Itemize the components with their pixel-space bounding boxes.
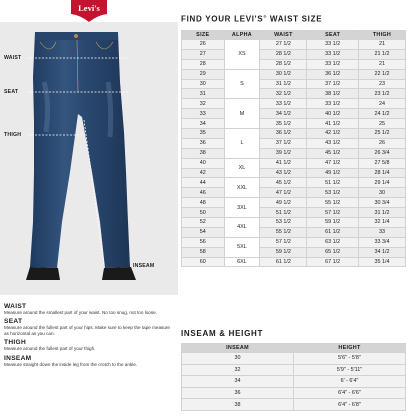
height-cell: 6'4" - 6'6" xyxy=(294,387,406,399)
table-row xyxy=(182,119,406,129)
legend-term: WAIST xyxy=(4,303,27,310)
height-cell: 5'6" - 5'8" xyxy=(294,353,406,365)
waist-cell: 30 1/2 xyxy=(260,69,307,79)
seat-cell: 41 1/2 xyxy=(307,119,359,129)
seat-cell: 59 1/2 xyxy=(307,218,359,228)
inseam-cell: 34 xyxy=(182,376,294,388)
table-row xyxy=(182,49,406,59)
thigh-cell: 24 1/2 xyxy=(358,109,405,119)
inseam-cell: 38 xyxy=(182,399,294,411)
svg-text:Levi's: Levi's xyxy=(78,3,100,13)
legend-term: INSEAM xyxy=(4,354,32,362)
alpha-cell: L xyxy=(224,129,260,159)
waist-cell: 32 1/2 xyxy=(260,89,307,99)
seat-cell: 53 1/2 xyxy=(307,188,359,198)
thigh-measure-label: THIGH xyxy=(4,132,22,138)
table-row xyxy=(182,40,406,50)
col-header-inseam: INSEAM xyxy=(182,344,294,353)
table-row xyxy=(182,148,406,158)
size-cell: 34 xyxy=(182,119,225,129)
seat-cell: 65 1/2 xyxy=(307,247,359,257)
waist-cell: 53 1/2 xyxy=(260,218,307,228)
size-cell: 54 xyxy=(182,227,225,237)
waist-cell: 35 1/2 xyxy=(260,119,307,129)
seat-cell: 42 1/2 xyxy=(307,129,359,139)
table-row xyxy=(182,237,406,247)
waist-cell: 57 1/2 xyxy=(260,237,307,247)
seat-cell: 33 1/2 xyxy=(307,40,359,50)
size-cell: 44 xyxy=(182,178,225,188)
alpha-cell: 6XL xyxy=(224,257,260,267)
seat-cell: 67 1/2 xyxy=(307,257,359,267)
size-cell: 28 xyxy=(182,59,225,69)
table-row xyxy=(182,138,406,148)
table-row xyxy=(182,247,406,257)
col-header-seat: SEAT xyxy=(307,31,359,40)
thigh-cell: 21 1/2 xyxy=(358,49,405,59)
table-row xyxy=(182,109,406,119)
waist-cell: 43 1/2 xyxy=(260,168,307,178)
seat-cell: 49 1/2 xyxy=(307,168,359,178)
waist-cell: 31 1/2 xyxy=(260,79,307,89)
thigh-cell: 23 xyxy=(358,79,405,89)
table-row xyxy=(182,208,406,218)
size-cell: 58 xyxy=(182,247,225,257)
waist-cell: 45 1/2 xyxy=(260,178,307,188)
seat-cell: 40 1/2 xyxy=(307,109,359,119)
waist-table-body xyxy=(182,40,406,267)
seat-cell: 47 1/2 xyxy=(307,158,359,168)
alpha-cell: S xyxy=(224,69,260,99)
inseam-cell: 32 xyxy=(182,364,294,376)
measurement-guide xyxy=(0,0,178,416)
size-cell: 30 xyxy=(182,79,225,89)
waist-table-header-row xyxy=(182,31,406,40)
seat-measure-label: SEAT xyxy=(4,89,19,95)
thigh-cell: 31 1/2 xyxy=(358,208,405,218)
col-header-size: SIZE xyxy=(182,31,225,40)
height-cell: 6' - 6'4" xyxy=(294,376,406,388)
thigh-cell: 33 xyxy=(358,227,405,237)
col-header-waist: WAIST xyxy=(260,31,307,40)
size-cell: 27 xyxy=(182,49,225,59)
table-row xyxy=(182,168,406,178)
legend-term: SEAT xyxy=(4,318,23,326)
table-row xyxy=(182,376,406,388)
waist-cell: 49 1/2 xyxy=(260,198,307,208)
thigh-cell: 26 xyxy=(358,138,405,148)
size-cell: 48 xyxy=(182,198,225,208)
waist-cell: 28 1/2 xyxy=(260,49,307,59)
table-row xyxy=(182,218,406,228)
thigh-cell: 28 1/4 xyxy=(358,168,405,178)
waist-cell: 47 1/2 xyxy=(260,188,307,198)
seat-cell: 37 1/2 xyxy=(307,79,359,89)
seat-cell: 33 1/2 xyxy=(307,59,359,69)
alpha-cell: 5XL xyxy=(224,237,260,257)
size-cell: 35 xyxy=(182,129,225,139)
thigh-cell: 35 1/4 xyxy=(358,257,405,267)
thigh-cell: 34 1/2 xyxy=(358,247,405,257)
alpha-cell: XL xyxy=(224,158,260,178)
waist-cell: 55 1/2 xyxy=(260,227,307,237)
inseam-table-header-row xyxy=(182,344,406,353)
waist-size-table xyxy=(181,30,406,267)
table-row xyxy=(182,399,406,411)
table-row xyxy=(182,198,406,208)
table-row xyxy=(182,387,406,399)
inseam-table-body xyxy=(182,353,406,411)
size-cell: 50 xyxy=(182,208,225,218)
thigh-cell: 25 1/2 xyxy=(358,129,405,139)
inseam-measure-label: INSEAM xyxy=(133,263,155,269)
size-cell: 38 xyxy=(182,148,225,158)
inseam-height-title: INSEAM & HEIGHT xyxy=(181,329,264,338)
size-chart-panel xyxy=(178,0,416,416)
waist-cell: 51 1/2 xyxy=(260,208,307,218)
levis-logo xyxy=(69,0,109,22)
table-row xyxy=(182,364,406,376)
waist-cell: 36 1/2 xyxy=(260,129,307,139)
thigh-cell: 21 xyxy=(358,40,405,50)
height-cell: 5'9" - 5'11" xyxy=(294,364,406,376)
waist-cell: 27 1/2 xyxy=(260,40,307,50)
col-header-height: HEIGHT xyxy=(294,344,406,353)
jeans-illustration xyxy=(0,22,178,295)
waist-cell: 61 1/2 xyxy=(260,257,307,267)
waist-cell: 33 1/2 xyxy=(260,99,307,109)
size-cell: 42 xyxy=(182,168,225,178)
table-row xyxy=(182,59,406,69)
waist-measure-label: WAIST xyxy=(4,55,22,61)
alpha-cell: XXL xyxy=(224,178,260,198)
jeans-photo xyxy=(0,22,178,295)
alpha-cell: M xyxy=(224,99,260,129)
table-row xyxy=(182,69,406,79)
size-cell: 33 xyxy=(182,109,225,119)
thigh-cell: 33 3/4 xyxy=(358,237,405,247)
waist-cell: 39 1/2 xyxy=(260,148,307,158)
size-cell: 60 xyxy=(182,257,225,267)
table-row xyxy=(182,158,406,168)
size-cell: 40 xyxy=(182,158,225,168)
alpha-cell: 4XL xyxy=(224,218,260,238)
thigh-cell: 24 xyxy=(358,99,405,109)
waist-cell: 34 1/2 xyxy=(260,109,307,119)
alpha-cell: 3XL xyxy=(224,198,260,218)
waist-cell: 59 1/2 xyxy=(260,247,307,257)
size-cell: 32 xyxy=(182,99,225,109)
seat-cell: 45 1/2 xyxy=(307,148,359,158)
size-cell: 36 xyxy=(182,138,225,148)
table-row xyxy=(182,129,406,139)
seat-cell: 63 1/2 xyxy=(307,237,359,247)
legend-desc: Measure around the fullest part of your hips. Make sure to keep the tape measure as horizontal as you can. xyxy=(4,325,170,336)
table-row xyxy=(182,99,406,109)
legend-desc: Measure around the fullest part of your thigh. xyxy=(4,346,96,352)
table-row xyxy=(182,188,406,198)
table-row xyxy=(182,353,406,365)
seat-cell: 61 1/2 xyxy=(307,227,359,237)
inseam-height-table xyxy=(181,343,406,411)
seat-cell: 51 1/2 xyxy=(307,178,359,188)
table-row xyxy=(182,79,406,89)
thigh-cell: 30 xyxy=(358,188,405,198)
seat-cell: 38 1/2 xyxy=(307,89,359,99)
size-cell: 31 xyxy=(182,89,225,99)
thigh-cell: 29 1/4 xyxy=(358,178,405,188)
waist-size-title: FIND YOUR LEVI'S® WAIST SIZE xyxy=(181,14,323,24)
inseam-cell: 36 xyxy=(182,387,294,399)
thigh-cell: 32 1/4 xyxy=(358,218,405,228)
thigh-cell: 23 1/2 xyxy=(358,89,405,99)
waist-cell: 41 1/2 xyxy=(260,158,307,168)
seat-cell: 36 1/2 xyxy=(307,69,359,79)
waist-cell: 28 1/2 xyxy=(260,59,307,69)
table-row xyxy=(182,257,406,267)
seat-cell: 33 1/2 xyxy=(307,99,359,109)
legend-desc: Measure straight down the inside leg from the crotch to the ankle. xyxy=(4,361,138,367)
seat-cell: 43 1/2 xyxy=(307,138,359,148)
size-cell: 56 xyxy=(182,237,225,247)
table-row xyxy=(182,178,406,188)
thigh-cell: 30 3/4 xyxy=(358,198,405,208)
thigh-cell: 22 1/2 xyxy=(358,69,405,79)
col-header-alpha: ALPHA xyxy=(224,31,260,40)
waist-cell: 37 1/2 xyxy=(260,138,307,148)
table-row xyxy=(182,89,406,99)
size-cell: 52 xyxy=(182,218,225,228)
inseam-cell: 30 xyxy=(182,353,294,365)
thigh-cell: 25 xyxy=(358,119,405,129)
seat-cell: 55 1/2 xyxy=(307,198,359,208)
size-cell: 26 xyxy=(182,40,225,50)
thigh-cell: 26 3/4 xyxy=(358,148,405,158)
table-row xyxy=(182,227,406,237)
height-cell: 6'4" - 6'8" xyxy=(294,399,406,411)
measurement-legend xyxy=(4,300,176,367)
size-cell: 29 xyxy=(182,69,225,79)
thigh-cell: 27 5/8 xyxy=(358,158,405,168)
legend-desc: Measure around the smallest part of your waist. No too snug, not too loose. xyxy=(4,310,157,315)
thigh-cell: 21 xyxy=(358,59,405,69)
seat-cell: 33 1/2 xyxy=(307,49,359,59)
seat-cell: 57 1/2 xyxy=(307,208,359,218)
alpha-cell: XS xyxy=(224,40,260,70)
legend-term: THIGH xyxy=(4,339,27,347)
col-header-thigh: THIGH xyxy=(358,31,405,40)
size-cell: 46 xyxy=(182,188,225,198)
